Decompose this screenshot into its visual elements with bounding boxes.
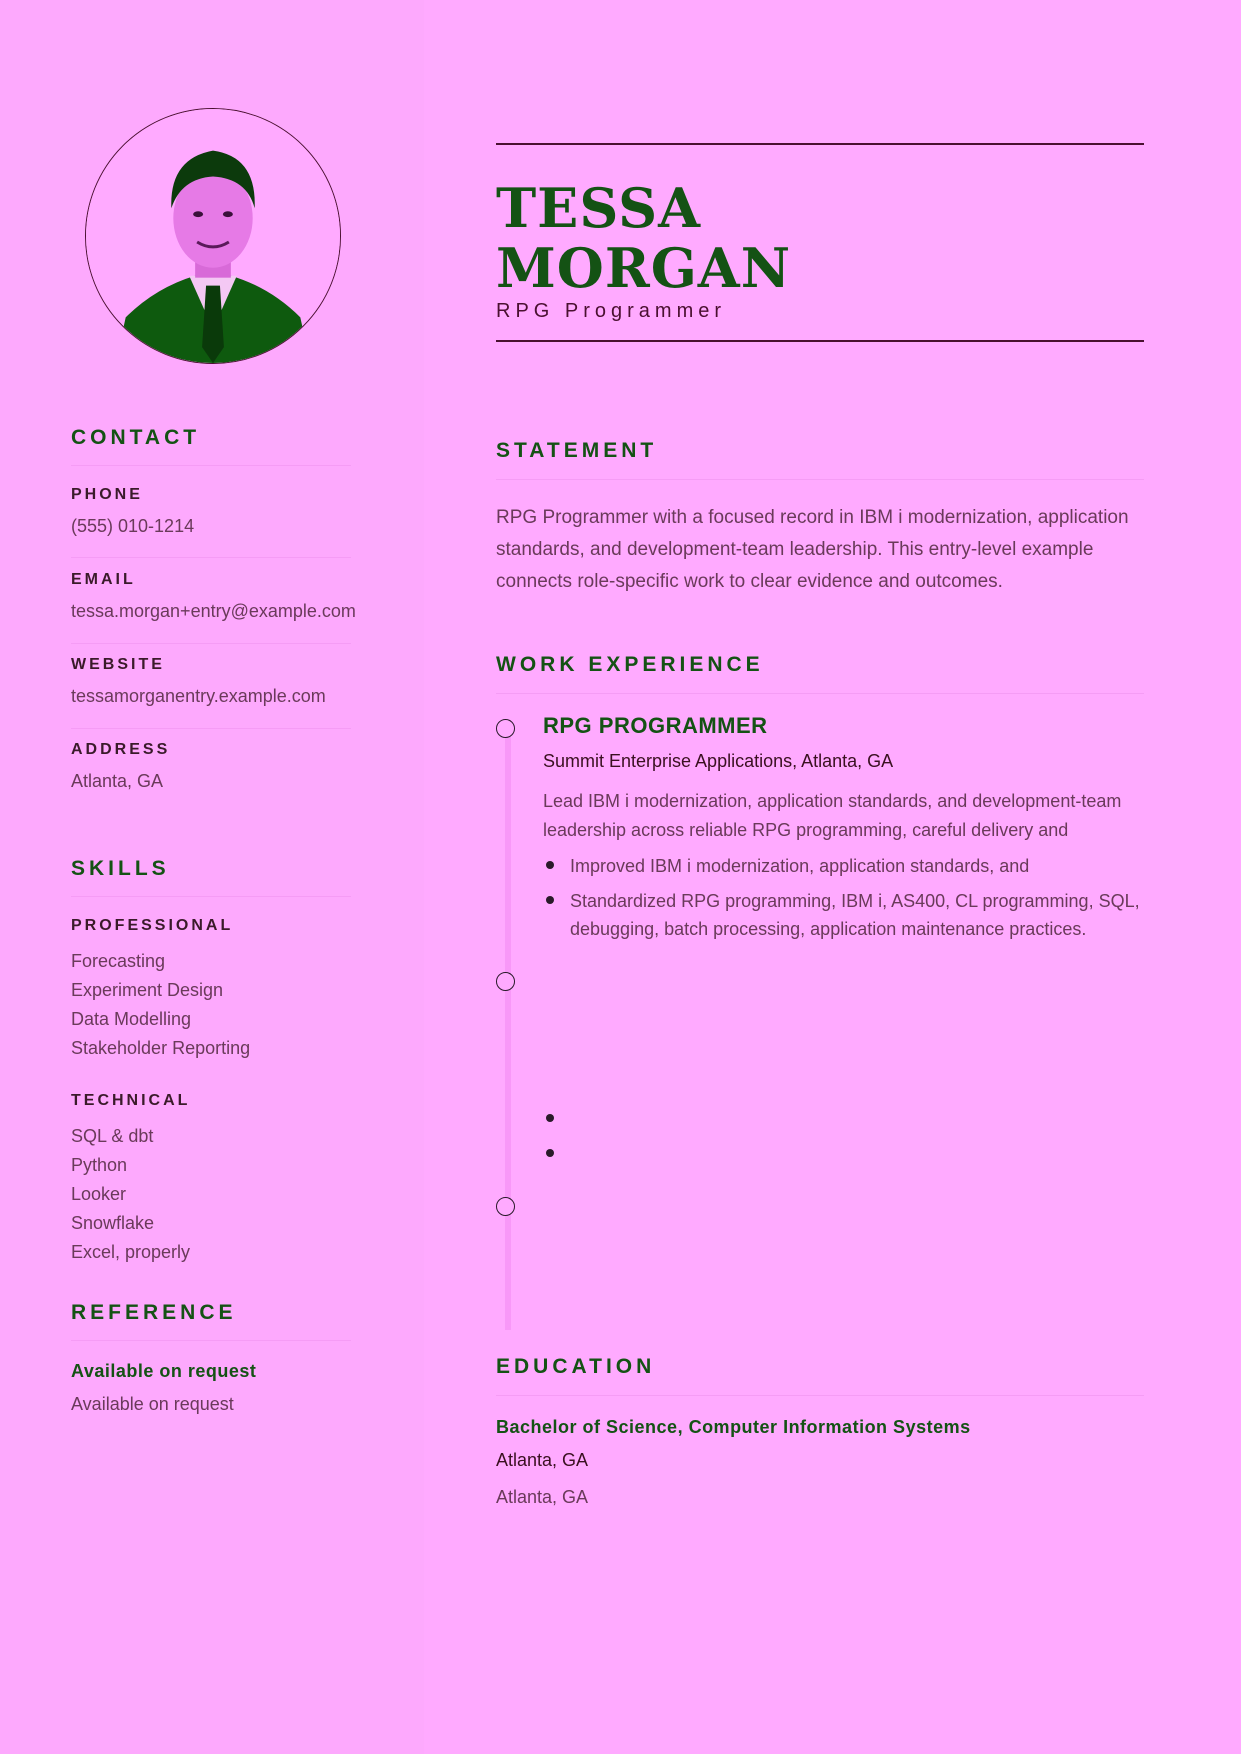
job-title: RPG PROGRAMMER xyxy=(543,713,768,738)
phone-value[interactable]: (555) 010-1214 xyxy=(71,516,195,536)
statement-rule xyxy=(496,479,1144,480)
full-name xyxy=(496,178,791,298)
divider xyxy=(71,728,351,729)
website-value[interactable]: tessamorganentry.example.com xyxy=(71,686,326,706)
technical-label: TECHNICAL xyxy=(71,1092,191,1109)
professional-label: PROFESSIONAL xyxy=(71,917,234,934)
reference-heading: REFERENCE xyxy=(71,1301,237,1324)
email-label: EMAIL xyxy=(71,571,136,588)
work-experience-heading: WORK EXPERIENCE xyxy=(496,653,764,676)
header-bottom-rule xyxy=(496,340,1144,342)
email-value[interactable]: tessa.morgan+entry@example.com xyxy=(71,601,356,621)
statement-heading: STATEMENT xyxy=(496,439,658,462)
reference-name: Available on request xyxy=(71,1361,257,1381)
reference-value: Available on request xyxy=(71,1394,234,1414)
phone-label: PHONE xyxy=(71,486,143,503)
last-name: MORGAN xyxy=(496,236,792,300)
list-item: Stakeholder Reporting xyxy=(71,1038,251,1058)
technical-skills-list xyxy=(71,1122,190,1267)
job-role: RPG Programmer xyxy=(496,300,727,322)
job-bullet: Improved IBM i modernization, application standards, and xyxy=(570,856,1030,876)
timeline-dot xyxy=(496,972,515,991)
address-value: Atlanta, GA xyxy=(71,771,164,791)
work-experience-rule xyxy=(496,693,1144,694)
timeline-dot xyxy=(496,719,515,738)
list-item: Python xyxy=(71,1155,128,1175)
skills-rule xyxy=(71,896,351,897)
education-degree: Bachelor of Science, Computer Information Systems xyxy=(496,1417,971,1437)
timeline-dot xyxy=(496,1197,515,1216)
skills-heading: SKILLS xyxy=(71,857,170,880)
job-bullet: Standardized RPG programming, IBM i, AS400, CL programming, SQL, debugging, batch processing, application maintenance practices. xyxy=(570,891,1140,939)
contact-heading: CONTACT xyxy=(71,426,201,449)
website-label: WEBSITE xyxy=(71,656,165,673)
address-label: ADDRESS xyxy=(71,741,171,758)
contact-rule xyxy=(71,465,351,466)
education-location: Atlanta, GA xyxy=(496,1450,589,1470)
list-item: Excel, properly xyxy=(71,1242,191,1262)
first-name: TESSA xyxy=(496,176,702,240)
avatar xyxy=(85,108,341,364)
list-item: Data Modelling xyxy=(71,1009,192,1029)
list-item: Snowflake xyxy=(71,1213,155,1233)
header-top-rule xyxy=(496,143,1144,145)
professional-skills-list xyxy=(71,947,250,1063)
person-portrait-icon xyxy=(86,109,340,363)
education-location-secondary: Atlanta, GA xyxy=(496,1487,589,1507)
timeline-line xyxy=(505,735,511,1330)
bullet-icon xyxy=(546,861,554,869)
divider xyxy=(71,643,351,644)
statement-text: RPG Programmer with a focused record in IBM i modernization, application standards, and development-team leadership. This entry-level example connects role-specific work to clear evidence and outcomes. xyxy=(496,507,1129,592)
education-heading: EDUCATION xyxy=(496,1355,656,1378)
bullet-icon xyxy=(546,896,554,904)
list-item: Experiment Design xyxy=(71,980,224,1000)
bullet-icon xyxy=(546,1114,554,1122)
bullet-icon xyxy=(546,1149,554,1157)
job-company: Summit Enterprise Applications, Atlanta, GA xyxy=(543,751,894,771)
job-description: Lead IBM i modernization, application standards, and development-team leadership across reliable RPG programming, careful delivery and xyxy=(543,791,1122,840)
list-item: SQL & dbt xyxy=(71,1126,154,1146)
list-item: Looker xyxy=(71,1184,127,1204)
education-rule xyxy=(496,1395,1144,1396)
reference-rule xyxy=(71,1340,351,1341)
list-item: Forecasting xyxy=(71,951,166,971)
divider xyxy=(71,557,351,558)
